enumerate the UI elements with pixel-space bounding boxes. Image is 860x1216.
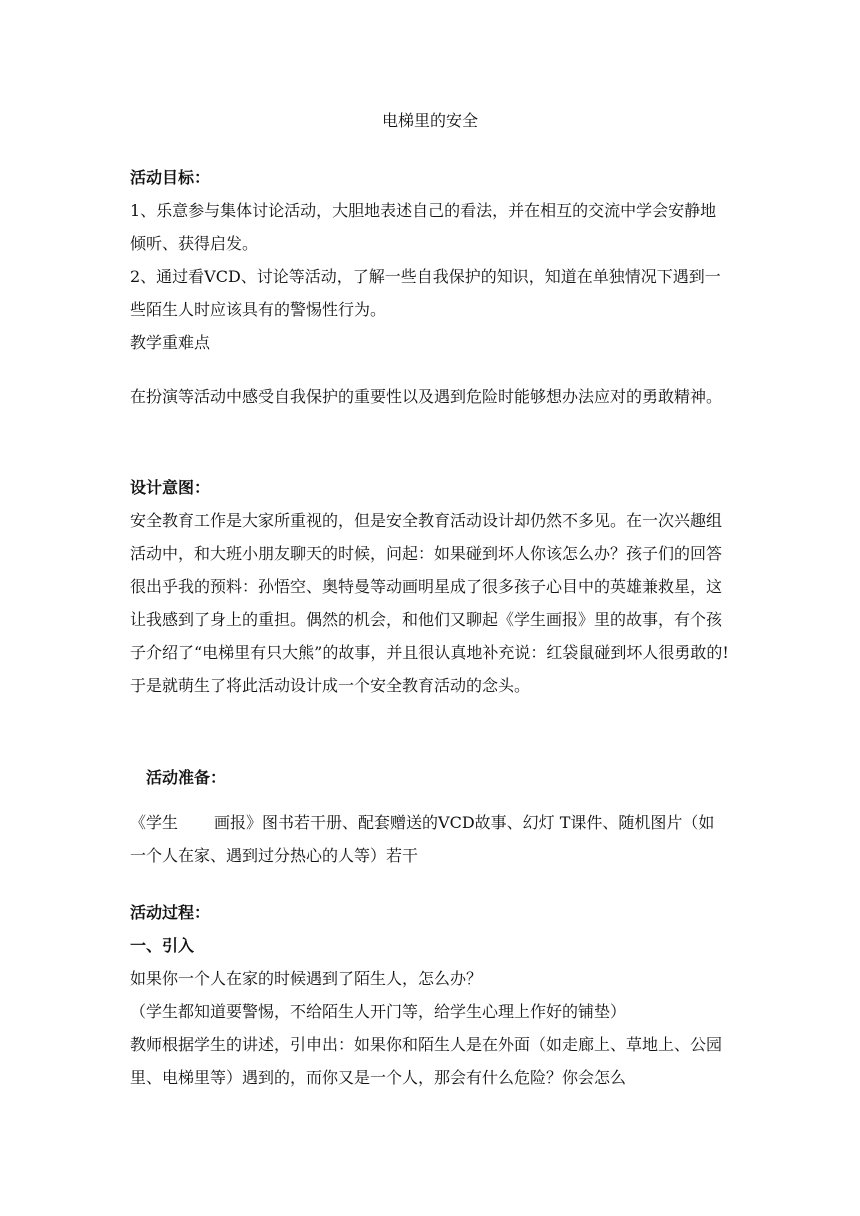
document-title: 电梯里的安全 xyxy=(381,111,478,130)
process-line-1: 如果你一个人在家的时候遇到了陌生人，怎么办？ xyxy=(130,969,483,988)
process-line-2: （学生都知道要警惕，不给陌生人开门等，给学生心理上作好的铺垫） xyxy=(130,1002,627,1021)
prep-text-part-a: 《学生 xyxy=(130,813,179,832)
goal-item-1: 1、乐意参与集体讨论活动，大胆地表述自己的看法，并在相互的交流中学会安静地倾听、获得启发。 xyxy=(130,201,717,253)
prep-heading: 活动准备： xyxy=(146,768,227,787)
process-heading: 活动过程： xyxy=(130,903,211,922)
key-points-heading: 教学重难点 xyxy=(130,333,211,352)
goals-heading: 活动目标： xyxy=(130,168,211,187)
goal-item-2: 2、通过看VCD、讨论等活动，了解一些自我保护的知识，知道在单独情况下遇到一些陌生人时应该具有的警惕性行为。 xyxy=(130,267,721,319)
key-points-text: 在扮演等活动中感受自我保护的重要性以及遇到危险时能够想办法应对的勇敢精神。 xyxy=(130,387,723,406)
process-step1-heading: 一、引入 xyxy=(130,936,195,955)
design-text: 安全教育工作是大家所重视的，但是安全教育活动设计却仍然不多见。在一次兴趣组活动中，和大班小朋友聊天的时候，问起：如果碰到坏人你该怎么办？孩子们的回答很出乎我的预料：孙悟空、奥特曼等动画明星成了很多孩子心目中的英雄兼救星，这让我感到了身上的重担。偶然的机会，和他们又聊起《学生画报》里的故事，有个孩子介绍了“电梯里有只大熊”的故事，并且很认真地补充说：红袋鼠碰到坏人很勇敢的!于是就萌生了将此活动设计成一个安全教育活动的念头。 xyxy=(130,511,729,695)
prep-text xyxy=(130,806,730,872)
process-line-3: 教师根据学生的讲述，引申出：如果你和陌生人是在外面（如走廊上、草地上、公园里、电梯里等）遇到的，而你又是一个人，那会有什么危险？你会怎么 xyxy=(130,1035,723,1087)
prep-text-part-b: 画报》图书若干册、配套赠送的VCD故事、幻灯 T课件、随机图片（如一个人在家、遇到过分热心的人等）若干 xyxy=(130,813,715,865)
prep-text-block xyxy=(130,806,730,872)
design-heading: 设计意图： xyxy=(130,478,211,497)
process-section xyxy=(130,896,730,1094)
key-points-section xyxy=(130,380,730,413)
design-section xyxy=(130,471,730,702)
prep-section xyxy=(130,761,730,794)
goals-section xyxy=(130,161,730,359)
